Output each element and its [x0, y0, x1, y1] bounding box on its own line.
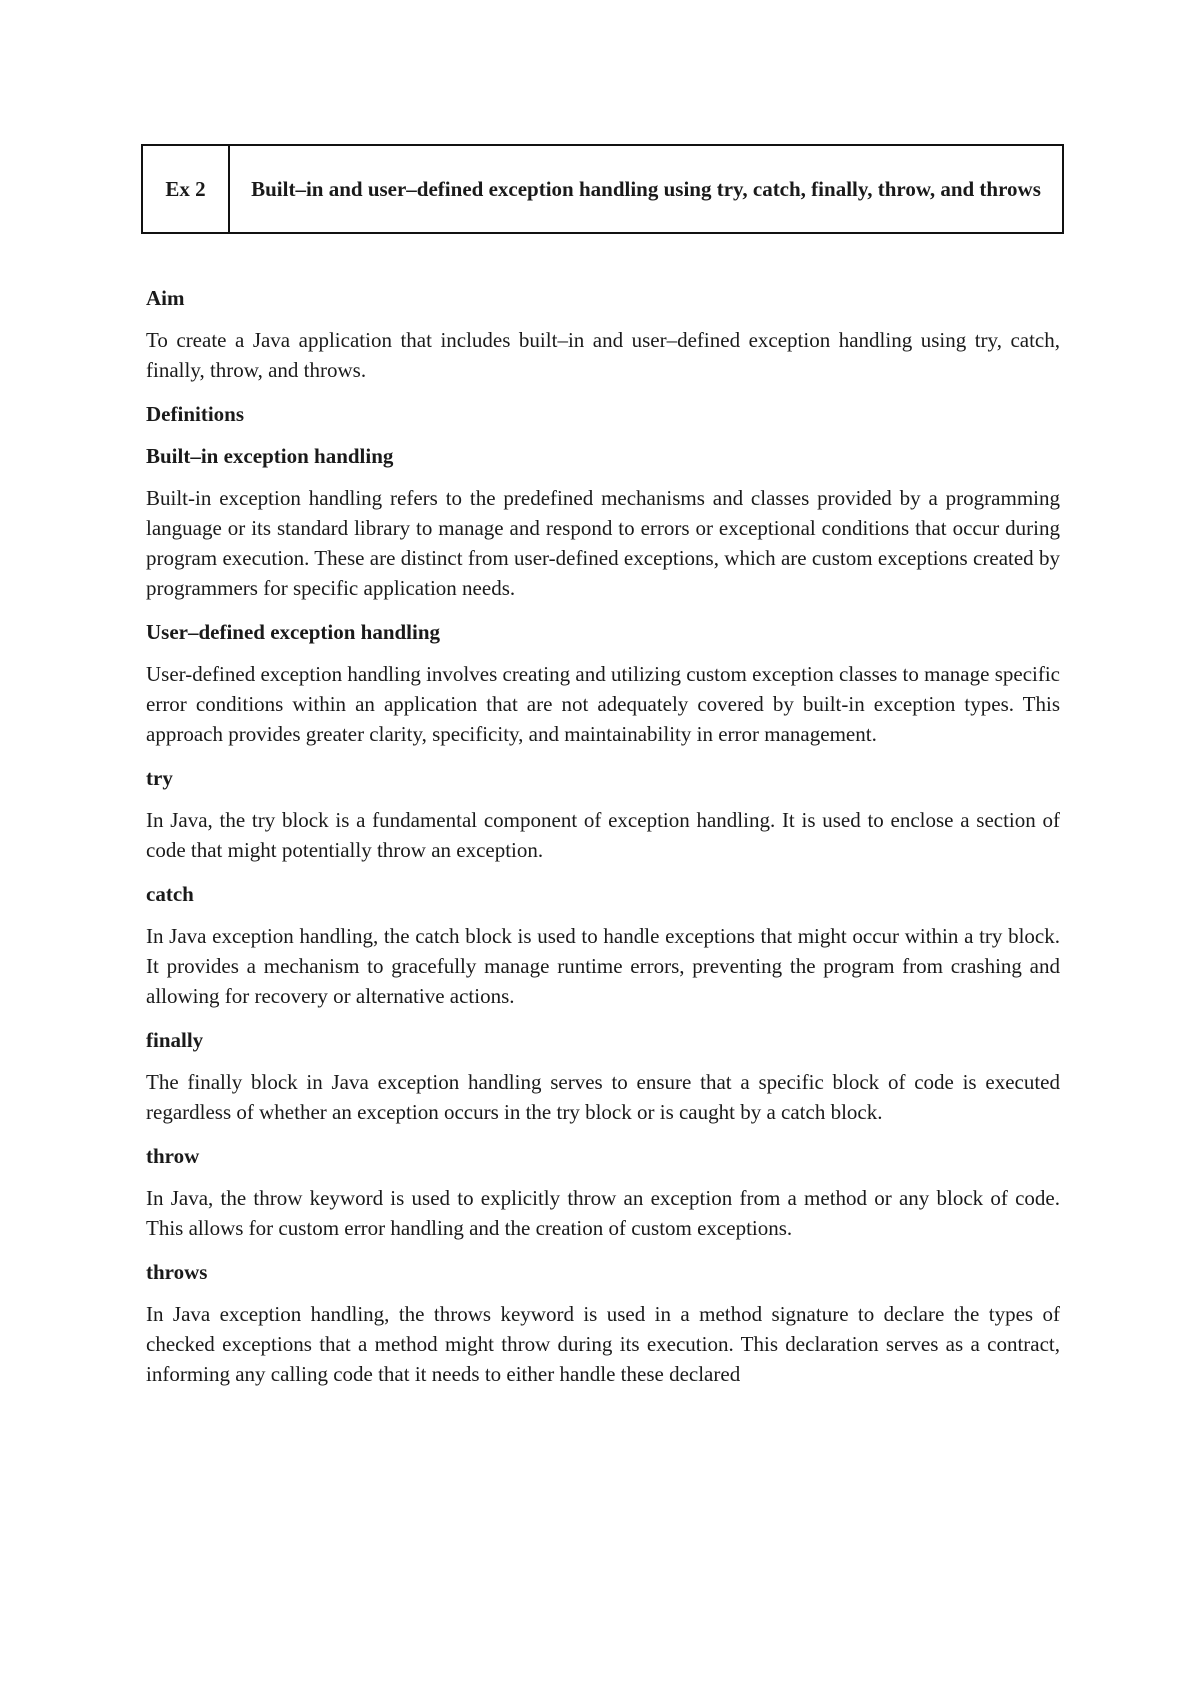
exercise-header-table — [141, 144, 1064, 234]
aim-text: To create a Java application that includes built–in and user–defined exception handling using try, catch, finally, throw, and throws. — [146, 328, 1060, 382]
throw-heading: throw — [146, 1144, 200, 1168]
document-body — [146, 283, 1060, 1403]
try-text: In Java, the try block is a fundamental component of exception handling. It is used to enclose a section of code that might potentially throw an exception. — [146, 808, 1060, 862]
exercise-number: Ex 2 — [143, 146, 230, 232]
throws-heading: throws — [146, 1260, 208, 1284]
try-heading: try — [146, 766, 173, 790]
finally-heading: finally — [146, 1028, 204, 1052]
builtin-heading: Built–in exception handling — [146, 444, 394, 468]
catch-heading: catch — [146, 882, 194, 906]
throw-text: In Java, the throw keyword is used to explicitly throw an exception from a method or any block of code. This allows for custom error handling and the creation of custom exceptions. — [146, 1186, 1060, 1240]
builtin-text: Built-in exception handling refers to the predefined mechanisms and classes provided by a programming language or its standard library to manage and respond to errors or exceptional conditions that occur during program execution. These are distinct from user-defined exceptions, which are custom exceptions created by programmers for specific application needs. — [146, 486, 1060, 600]
finally-text: The finally block in Java exception handling serves to ensure that a specific block of code is executed regardless of whether an exception occurs in the try block or is caught by a catch block. — [146, 1070, 1060, 1124]
definitions-heading: Definitions — [146, 402, 245, 426]
userdefined-text: User-defined exception handling involves creating and utilizing custom exception classes to manage specific error conditions within an application that are not adequately covered by built-in exception types. This approach provides greater clarity, specificity, and maintainability in error management. — [146, 662, 1060, 746]
exercise-title: Built–in and user–defined exception handling using try, catch, finally, throw, and throws — [251, 176, 1041, 201]
catch-text: In Java exception handling, the catch block is used to handle exceptions that might occur within a try block. It provides a mechanism to gracefully manage runtime errors, preventing the program from crashing and allowing for recovery or alternative actions. — [146, 924, 1060, 1008]
aim-heading: Aim — [146, 286, 185, 310]
throws-text: In Java exception handling, the throws keyword is used in a method signature to declare the types of checked exceptions that a method might throw during its execution. This declaration serves as a contract, informing any calling code that it needs to either handle these declared — [146, 1302, 1060, 1386]
userdefined-heading: User–defined exception handling — [146, 620, 441, 644]
